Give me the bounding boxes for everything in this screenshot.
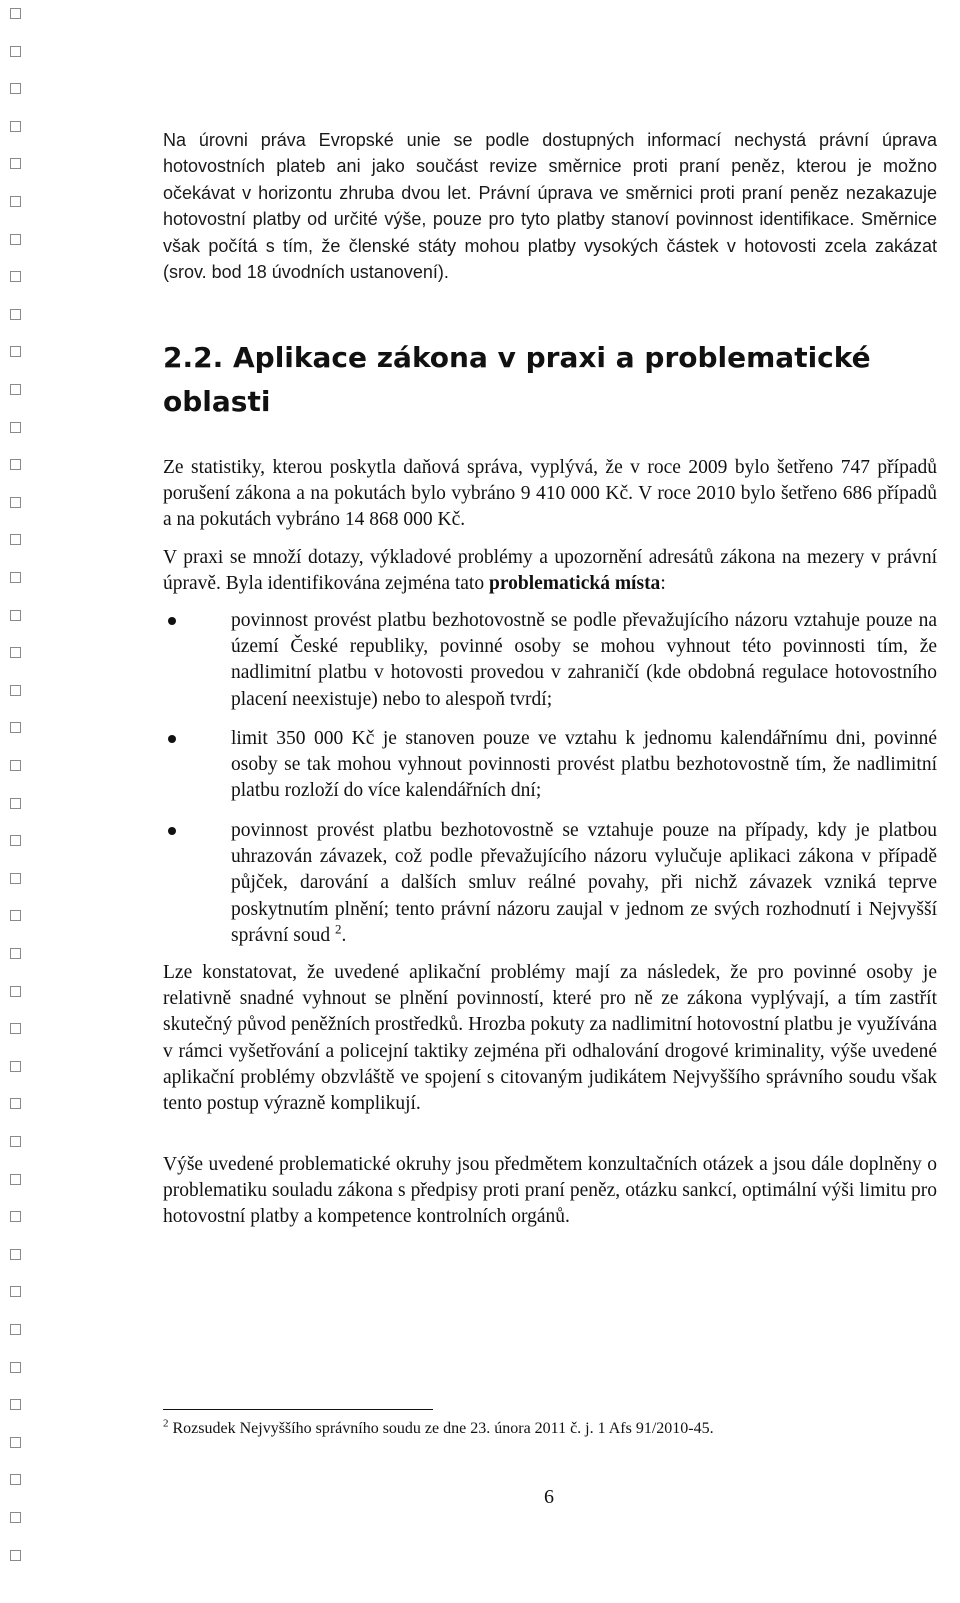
page-number: 6 [544,1486,554,1508]
footnote-text: Rozsudek Nejvyššího správního soudu ze dne 23. února 2011 č. j. 1 Afs 91/2010-45. [168,1420,714,1437]
practice-paragraph [163,545,937,597]
final-paragraph: Výše uvedené problematické okruhy jsou předmětem konzultačních otázek a jsou dále doplněny o problematiku souladu zákona s předpisy proti praní peněz, otázku sankcí, optimální výši limitu pro hotovostní platby a kompetence kontrolních orgánů. [163,1154,937,1228]
bullet-icon [168,735,176,743]
list-item-text: povinnost provést platbu bezhotovostně se podle převažujícího názoru vztahuje pouze na území České republiky, povinné osoby se mohou vyhnout této povinnosti tím, že nadlimitní platbu v hotovosti provedou v zahraničí (kde obdobná regulace hotovostního placení neexistuje) nebo to alespoň tvrdí; [231,610,937,710]
section-heading: 2.2. Aplikace zákona v praxi a problematické oblasti [163,341,871,418]
footnote-marker: 2 [163,1417,169,1430]
list-item-text: limit 350 000 Kč je stanoven pouze ve vztahu k jednomu kalendářnímu dni, povinné osoby se tak mohou vyhnout povinnosti provést platbu bezhotovostně tím, že nadlimitní platbu rozloží do více kalendářních dní; [231,728,937,802]
problem-list [163,608,937,962]
footnote-reference[interactable]: 2 [335,921,342,937]
footnote [163,1418,937,1440]
practice-text: V praxi se množí dotazy, výkladové problémy a upozornění adresátů zákona na mezery v právní úpravě. Byla identifikována zejména tato [163,547,937,595]
list-item-text: povinnost provést platbu bezhotovostně se vztahuje pouze na případy, kdy je platbou uhrazován závazek, což podle převažujícího názoru vylučuje aplikaci zákona v případě půjček, darování a dalších smluv reálné povahy, při nichž závazek vzniká teprve poskytnutím plnění; tento právní názoru zaujal v jednom ze svých rozhodnutí i Nejvyšší správní soud [231,820,937,946]
intro-paragraph: Na úrovni práva Evropské unie se podle dostupných informací nechystá právní úprava hotovostních plateb ani jako součást revize směrnice proti praní peněz, kterou je možno očekávat v horizontu zhruba dvou let. Právní úprava ve směrnici proti praní peněz nezakazuje hotovostní platby od určité výše, pouze pro tyto platby stanoví povinnost identifikace. Směrnice však počítá s tím, že členské státy mohou platby vysokých částek v hotovosti zcela zakázat (srov. bod 18 úvodních ustanovení). [163,130,937,283]
list-item [163,818,937,948]
list-item-end: . [341,924,347,946]
conclusion-paragraph: Lze konstatovat, že uvedené aplikační problémy mají za následek, že pro povinné osoby je relativně snadné vyhnout se plnění povinností, které pro ně ze zákona vyplývají, a tím zastřít skutečný původ peněžních prostředků. Hrozba pokuty za nadlimitní hotovostní platbu je využívána v rámci vyšetřování a policejní taktiky zejména při odhalování drogové kriminality, výše uvedené aplikační problémy obzvláště ve spojení s citovaným judikátem Nejvyššího správního soudu však tento postup výrazně komplikují. [163,962,937,1115]
list-item [163,726,937,804]
statistics-paragraph: Ze statistiky, kterou poskytla daňová správa, vyplývá, že v roce 2009 bylo šetřeno 747 případů porušení zákona a na pokutách bylo vybráno 9 410 000 Kč. V roce 2010 bylo šetřeno 686 případů a na pokutách vybráno 14 868 000 Kč. [163,457,937,531]
practice-colon: : [660,573,666,595]
bullet-icon [168,617,176,625]
list-item [163,608,937,712]
footnote-divider [163,1409,433,1410]
problematic-places-bold: problematická místa [488,573,661,595]
bullet-icon [168,827,176,835]
